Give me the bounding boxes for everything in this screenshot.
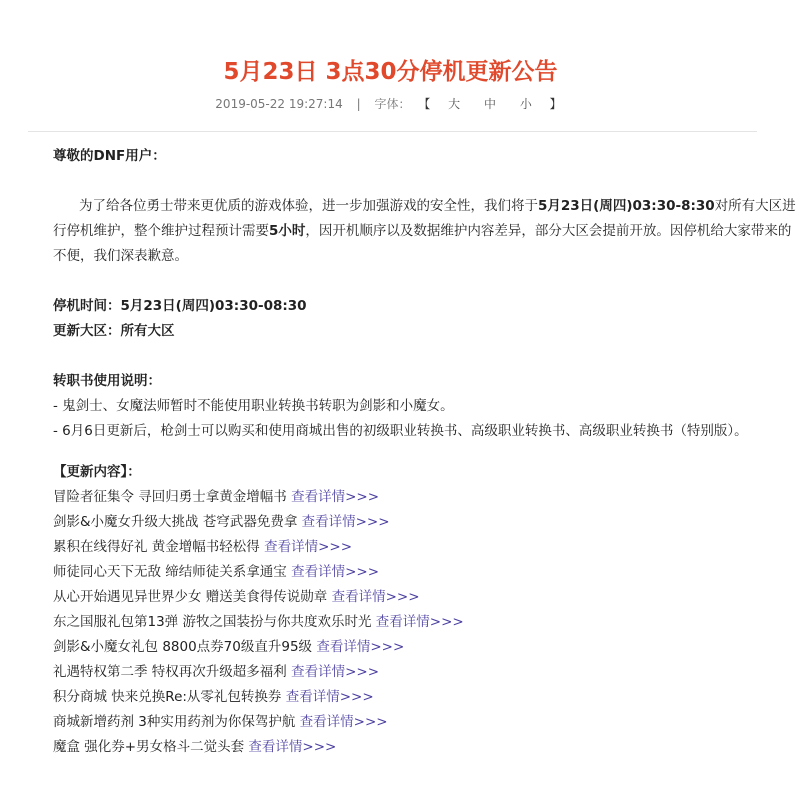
downtime-line: 停机时间：5月23日(周四)03:30-08:30 — [53, 298, 307, 314]
updates-heading: 【更新内容】： — [53, 464, 141, 480]
scroll-note-1: - 鬼剑士、女魔法师暂时不能使用职业转换书转职为剑影和小魔女。 — [53, 398, 454, 414]
list-item: 剑影&小魔女升级大挑战 苍穹武器免费拿 查看详情>>> — [53, 514, 390, 530]
article-title: 5月23日 3点30分停机更新公告 — [223, 59, 558, 85]
article-meta — [0, 96, 781, 112]
maintenance-duration: 5小时 — [269, 223, 306, 239]
detail-link[interactable]: 查看详情>>> — [264, 539, 353, 555]
updates-list — [53, 485, 753, 760]
detail-link[interactable]: 查看详情>>> — [291, 564, 380, 580]
list-item: 累积在线得好礼 黄金增幅书轻松得 查看详情>>> — [53, 539, 353, 555]
scroll-heading: 转职书使用说明： — [53, 373, 161, 389]
detail-link[interactable]: 查看详情>>> — [331, 589, 420, 605]
font-size-large-button[interactable]: 大 — [448, 97, 461, 111]
font-bracket-open: 【 — [418, 97, 431, 111]
list-item: 冒险者征集令 寻回归勇士拿黄金增幅书 查看详情>>> — [53, 489, 380, 505]
detail-link[interactable]: 查看详情>>> — [301, 514, 390, 530]
detail-link[interactable]: 查看详情>>> — [291, 489, 380, 505]
maintenance-window: 5月23日(周四)03:30-8:30 — [538, 198, 715, 214]
font-bracket-close: 】 — [549, 97, 562, 111]
list-item: 积分商城 快来兑换Re:从零礼包转换券 查看详情>>> — [53, 689, 374, 705]
publish-date: 2019-05-22 19:27:14 — [215, 97, 343, 111]
list-item: 商城新增药剂 3种实用药剂为你保驾护航 查看详情>>> — [53, 714, 388, 730]
detail-link[interactable]: 查看详情>>> — [285, 689, 374, 705]
detail-link[interactable]: 查看详情>>> — [375, 614, 464, 630]
list-item: 礼遇特权第二季 特权再次升级超多福利 查看详情>>> — [53, 664, 380, 680]
scroll-note-2: - 6月6日更新后，枪剑士可以购买和使用商城出售的初级职业转换书、高级职业转换书、高级职业转换书（特别版）。 — [53, 423, 748, 439]
list-item: 剑影&小魔女礼包 8800点券70级直升95级 查看详情>>> — [53, 639, 405, 655]
detail-link[interactable]: 查看详情>>> — [291, 664, 380, 680]
servers-line: 更新大区：所有大区 — [53, 323, 175, 339]
list-item: 师徒同心天下无敌 缔结师徒关系拿通宝 查看详情>>> — [53, 564, 380, 580]
article-body — [53, 144, 796, 760]
font-size-label: 字体： — [374, 97, 411, 111]
font-size-small-button[interactable]: 小 — [519, 97, 532, 111]
detail-link[interactable]: 查看详情>>> — [316, 639, 405, 655]
greeting: 尊敬的DNF用户： — [53, 148, 166, 164]
detail-link[interactable]: 查看详情>>> — [299, 714, 388, 730]
list-item: 东之国服礼包第13弹 游牧之国装扮与你共度欢乐时光 查看详情>>> — [53, 614, 464, 630]
meta-separator: | — [356, 97, 361, 111]
title-divider — [28, 131, 757, 132]
list-item: 从心开始遇见异世界少女 赠送美食得传说勋章 查看详情>>> — [53, 589, 420, 605]
list-item: 魔盒 强化券+男女格斗二觉头套 查看详情>>> — [53, 739, 337, 755]
font-size-medium-button[interactable]: 中 — [483, 97, 496, 111]
detail-link[interactable]: 查看详情>>> — [248, 739, 337, 755]
intro-paragraph: 为了给各位勇士带来更优质的游戏体验，进一步加强游戏的安全性，我们将于5月23日(周四)03:30-8:30对所有大区进行停机维护，整个维护过程预计需要5小时，因开机顺序以及数据维护内容差异，部分大区会提前开放。因停机给大家带来的不便，我们深表歉意。 — [53, 198, 796, 264]
